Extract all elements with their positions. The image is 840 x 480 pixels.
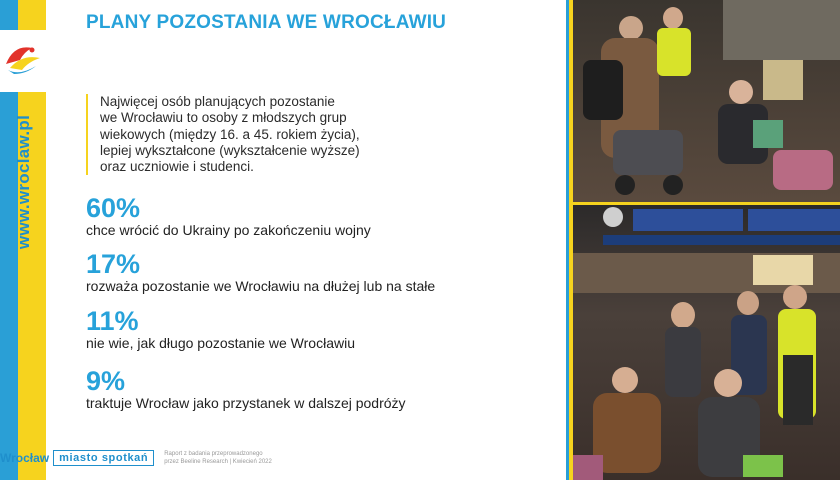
intro-line: wiekowych (między 16. a 45. rokiem życia),	[100, 126, 360, 142]
footer-source	[164, 450, 304, 466]
footer-motto: miasto spotkań	[53, 450, 154, 466]
station-crowd-photo	[573, 0, 840, 202]
stat-stay-longer	[86, 250, 435, 295]
stat-percent: 11%	[86, 306, 139, 336]
footer-source-line: Raport z badania przeprowadzonego	[164, 451, 263, 457]
footer	[0, 448, 304, 468]
city-logo-icon	[2, 40, 44, 80]
station-hall-photo	[573, 205, 840, 480]
intro-line: oraz uczniowie i studenci.	[100, 159, 254, 175]
city-logo	[0, 30, 46, 92]
footer-source-line: przez Beeline Research | Kwiecień 2022	[164, 459, 272, 465]
stat-description: traktuje Wrocław jako przystanek w dalszej podróży	[86, 395, 406, 411]
footer-city-name: Wrocław	[0, 451, 50, 465]
stat-transit	[86, 367, 406, 412]
intro-paragraph	[86, 94, 430, 175]
stat-description: nie wie, jak długo pozostanie we Wrocławiu	[86, 335, 355, 351]
stat-undecided	[86, 307, 355, 352]
intro-line: lepiej wykształcone (wykształcenie wyższe)	[100, 142, 360, 158]
stat-return-ukraine	[86, 194, 371, 239]
website-url-text: www.wroclaw.pl	[14, 114, 33, 250]
page-title: PLANY POZOSTANIA WE WROCŁAWIU	[86, 12, 447, 33]
stat-percent: 60%	[86, 193, 141, 223]
vertical-website-url	[4, 112, 44, 252]
top-photo	[573, 0, 840, 202]
intro-line: we Wrocławiu to osoby z młodszych grup	[100, 110, 347, 126]
stat-percent: 9%	[86, 366, 126, 396]
bottom-photo	[573, 205, 840, 480]
stat-percent: 17%	[86, 249, 141, 279]
stat-description: rozważa pozostanie we Wrocławiu na dłużej lub na stałe	[86, 278, 436, 294]
intro-line: Najwięcej osób planujących pozostanie	[100, 94, 335, 109]
stat-description: chce wrócić do Ukrainy po zakończeniu wojny	[86, 222, 371, 238]
